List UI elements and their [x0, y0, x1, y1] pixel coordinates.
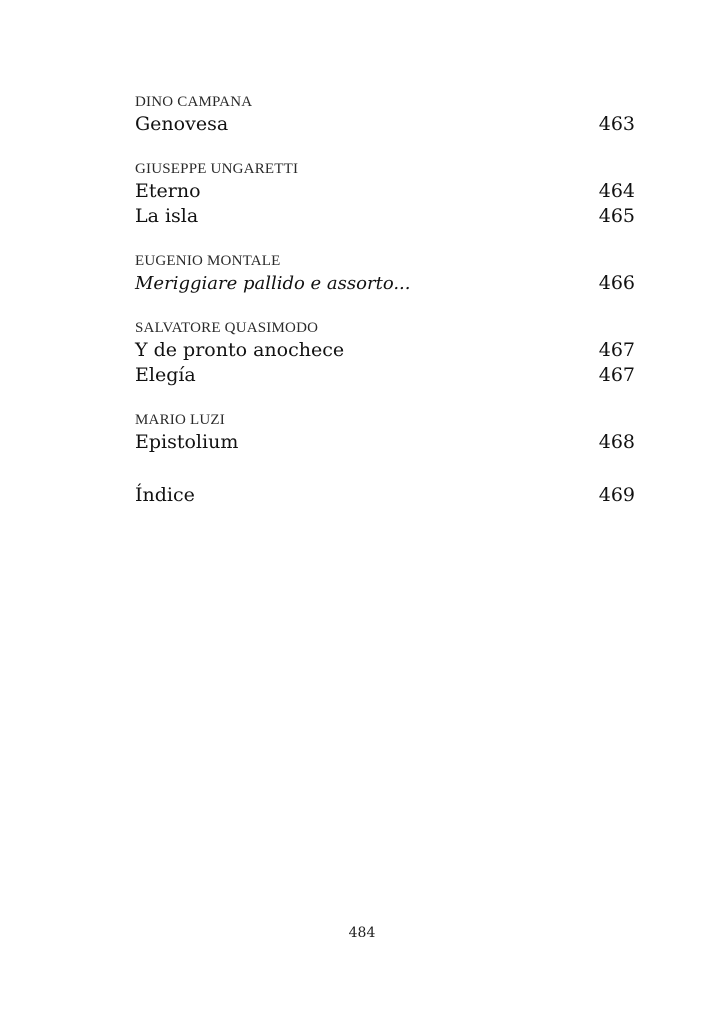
page-number: 484 — [348, 925, 376, 941]
entry-page-number: 467 — [598, 364, 635, 386]
toc-section-campana — [135, 92, 635, 137]
entry-page-number: 466 — [598, 272, 635, 294]
toc-entry — [135, 204, 635, 229]
toc-entry — [135, 271, 635, 296]
entry-title: Y de pronto anochece — [135, 339, 345, 361]
toc-section-montale — [135, 251, 635, 296]
toc-entry — [135, 179, 635, 204]
toc-section-index — [135, 483, 635, 508]
entry-page-number: 463 — [598, 113, 635, 135]
toc-section-quasimodo — [135, 318, 635, 388]
entry-page-number: 467 — [598, 339, 635, 361]
table-of-contents — [135, 92, 635, 530]
toc-section-luzi — [135, 410, 635, 455]
entry-title: La isla — [135, 205, 199, 227]
author-heading: DINO CAMPANA — [135, 94, 253, 110]
entry-title: Elegía — [135, 364, 196, 386]
entry-page-number: 465 — [598, 205, 635, 227]
toc-entry — [135, 430, 635, 455]
entry-page-number: 469 — [598, 484, 635, 506]
author-heading: MARIO LUZI — [135, 412, 225, 428]
entry-title: Meriggiare pallido e assorto... — [135, 273, 411, 294]
toc-entry — [135, 363, 635, 388]
author-heading: GIUSEPPE UNGARETTI — [135, 161, 299, 177]
toc-entry — [135, 112, 635, 137]
entry-title: Índice — [135, 484, 195, 506]
entry-title: Genovesa — [135, 113, 229, 135]
entry-page-number: 468 — [598, 431, 635, 453]
toc-section-ungaretti — [135, 159, 635, 229]
entry-title: Epistolium — [135, 431, 239, 453]
toc-entry — [135, 338, 635, 363]
entry-page-number: 464 — [598, 180, 635, 202]
author-heading: EUGENIO MONTALE — [135, 253, 281, 269]
author-heading: SALVATORE QUASIMODO — [135, 320, 319, 336]
toc-entry-index — [135, 483, 635, 508]
entry-title: Eterno — [135, 180, 201, 202]
